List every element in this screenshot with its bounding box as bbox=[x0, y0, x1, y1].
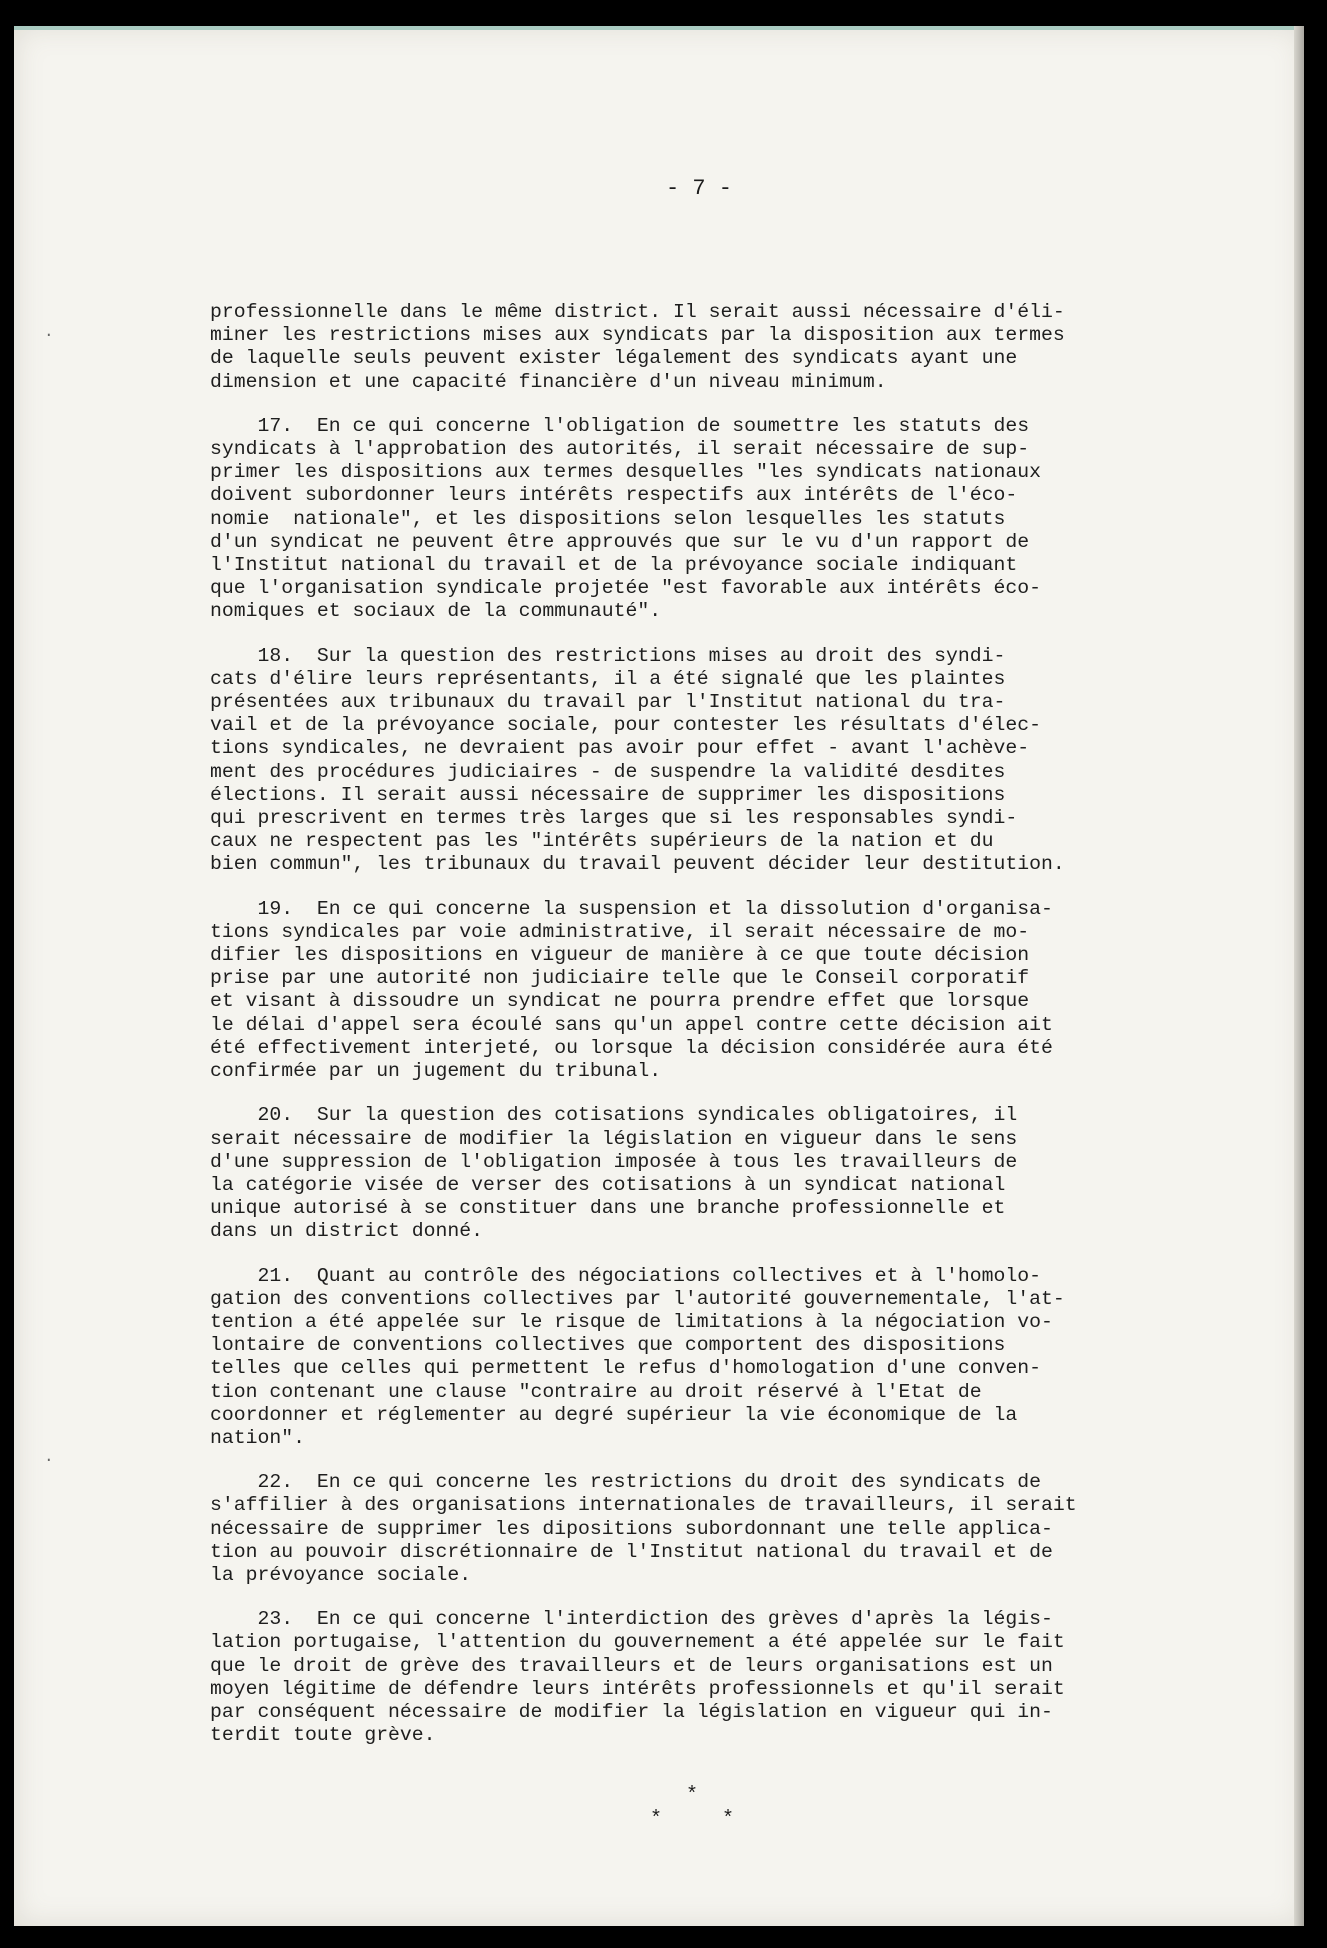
text-line: présentées aux tribunaux du travail par l'Institut national du tra- bbox=[210, 691, 1006, 714]
text-line: 17. En ce qui concerne l'obligation de soumettre les statuts des bbox=[210, 414, 1030, 437]
text-line: tions syndicales, ne devraient pas avoir pour effet - avant l'achève- bbox=[210, 737, 1030, 760]
text-line: doivent subordonner leurs intérêts respectifs aux intérêts de l'éco- bbox=[210, 484, 1018, 507]
text-line: 18. Sur la question des restrictions mises au droit des syndi- bbox=[210, 644, 1006, 667]
text-line: 19. En ce qui concerne la suspension et la dissolution d'organisa- bbox=[210, 897, 1053, 920]
text-line: 21. Quant au contrôle des négociations collectives et à l'homolo- bbox=[210, 1264, 1041, 1287]
text-line: dans un district donné. bbox=[210, 1220, 484, 1243]
text-line: nomiques et sociaux de la communauté". bbox=[210, 600, 662, 623]
text-line: élections. Il serait aussi nécessaire de supprimer les dispositions bbox=[210, 783, 1006, 806]
document-page bbox=[14, 26, 1304, 1926]
text-line: nation". bbox=[210, 1426, 305, 1449]
text-line: lation portugaise, l'attention du gouvernement a été appelée sur le fait bbox=[210, 1631, 1065, 1654]
text-line: d'un syndicat ne peuvent être approuvés que sur le vu d'un rapport de bbox=[210, 530, 1030, 553]
text-line: nomie nationale", et les dispositions selon lesquelles les statuts bbox=[210, 507, 1006, 530]
paragraph bbox=[210, 1471, 1230, 1587]
paragraph bbox=[210, 1265, 1230, 1451]
text-line: vail et de la prévoyance sociale, pour contester les résultats d'élec- bbox=[210, 714, 1041, 737]
text-line: telles que celles qui permettent le refus d'homologation d'une conven- bbox=[210, 1357, 1041, 1380]
text-line: que l'organisation syndicale projetée "est favorable aux intérêts éco- bbox=[210, 577, 1041, 600]
text-line: d'une suppression de l'obligation imposée à tous les travailleurs de bbox=[210, 1150, 1018, 1173]
text-line: la prévoyance sociale. bbox=[210, 1563, 472, 1586]
text-line: primer les dispositions aux termes desquelles "les syndicats nationaux bbox=[210, 461, 1041, 484]
separator-star: * bbox=[722, 1808, 735, 1831]
margin-mark: · bbox=[44, 1451, 54, 1469]
paragraph bbox=[210, 1104, 1230, 1243]
text-line: 23. En ce qui concerne l'interdiction des grèves d'après la légis- bbox=[210, 1608, 1053, 1631]
page-number: - 7 - bbox=[665, 176, 732, 201]
document-body bbox=[210, 301, 1230, 1768]
text-line: unique autorisé à se constituer dans une branche professionnelle et bbox=[210, 1197, 1006, 1220]
text-line: cats d'élire leurs représentants, il a été signalé que les plaintes bbox=[210, 667, 1006, 690]
text-line: la catégorie visée de verser des cotisations à un syndicat national bbox=[210, 1173, 1006, 1196]
text-line: tion contenant une clause "contraire au droit réservé à l'Etat de bbox=[210, 1380, 982, 1403]
text-line: par conséquent nécessaire de modifier la législation en vigueur qui in- bbox=[210, 1700, 1053, 1723]
page-right-edge bbox=[1294, 26, 1304, 1926]
paragraph bbox=[210, 898, 1230, 1084]
text-line: ment des procédures judiciaires - de suspendre la validité desdites bbox=[210, 760, 1006, 783]
text-line: 22. En ce qui concerne les restrictions du droit des syndicats de bbox=[210, 1471, 1041, 1494]
paragraph bbox=[210, 301, 1230, 394]
text-line: 20. Sur la question des cotisations syndicales obligatoires, il bbox=[210, 1104, 1018, 1127]
text-line: nécessaire de supprimer les dipositions subordonnant une telle applica- bbox=[210, 1517, 1053, 1540]
text-line: l'Institut national du travail et de la prévoyance sociale indiquant bbox=[210, 554, 1018, 577]
text-line: syndicats à l'approbation des autorités, il serait nécessaire de sup- bbox=[210, 438, 1030, 461]
text-line: moyen légitime de défendre leurs intérêts professionnels et qu'il serait bbox=[210, 1677, 1065, 1700]
paragraph bbox=[210, 645, 1230, 877]
text-line: été effectivement interjeté, ou lorsque la décision considérée aura été bbox=[210, 1036, 1053, 1059]
text-line: qui prescrivent en termes très larges que si les responsables syndi- bbox=[210, 807, 1018, 830]
text-line: prise par une autorité non judiciaire telle que le Conseil corporatif bbox=[210, 967, 1030, 990]
paragraph bbox=[210, 1608, 1230, 1747]
text-line: tion au pouvoir discrétionnaire de l'Institut national du travail et de bbox=[210, 1540, 1053, 1563]
text-line: et visant à dissoudre un syndicat ne pourra prendre effet que lorsque bbox=[210, 990, 1030, 1013]
text-line: gation des conventions collectives par l'autorité gouvernementale, l'at- bbox=[210, 1287, 1065, 1310]
text-line: serait nécessaire de modifier la législation en vigueur dans le sens bbox=[210, 1127, 1018, 1150]
text-line: difier les dispositions en vigueur de manière à ce que toute décision bbox=[210, 944, 1030, 967]
text-line: que le droit de grève des travailleurs et de leurs organisations est un bbox=[210, 1654, 1053, 1677]
text-line: terdit toute grève. bbox=[210, 1724, 436, 1747]
margin-mark: · bbox=[44, 326, 54, 344]
page-top-edge bbox=[14, 26, 1304, 30]
text-line: professionnelle dans le même district. Il serait aussi nécessaire d'éli- bbox=[210, 301, 1065, 323]
text-line: s'affilier à des organisations internationales de travailleurs, il serait bbox=[210, 1494, 1077, 1517]
text-line: tions syndicales par voie administrative, il serait nécessaire de mo- bbox=[210, 920, 1030, 943]
text-line: lontaire de conventions collectives que comportent des dispositions bbox=[210, 1334, 1006, 1357]
separator-star: * bbox=[686, 1784, 699, 1807]
text-line: caux ne respectent pas les "intérêts supérieurs de la nation et du bbox=[210, 830, 994, 853]
text-line: le délai d'appel sera écoulé sans qu'un appel contre cette décision ait bbox=[210, 1013, 1053, 1036]
separator-star: * bbox=[650, 1808, 663, 1831]
text-line: dimension et une capacité financière d'un niveau minimum. bbox=[210, 370, 887, 393]
text-line: de laquelle seuls peuvent exister légalement des syndicats ayant une bbox=[210, 347, 1018, 370]
text-line: coordonner et réglementer au degré supérieur la vie économique de la bbox=[210, 1403, 1018, 1426]
text-line: miner les restrictions mises aux syndicats par la disposition aux termes bbox=[210, 324, 1065, 347]
text-line: confirmée par un jugement du tribunal. bbox=[210, 1060, 662, 1083]
text-line: bien commun", les tribunaux du travail peuvent décider leur destitution. bbox=[210, 853, 1065, 876]
text-line: tention a été appelée sur le risque de limitations à la négociation vo- bbox=[210, 1310, 1053, 1333]
paragraph bbox=[210, 415, 1230, 624]
